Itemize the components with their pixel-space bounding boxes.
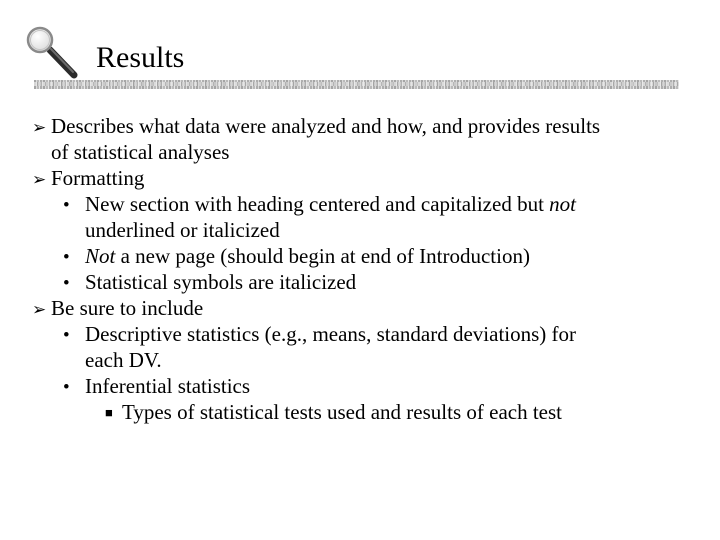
- sub-bullet-descriptive-cont: each DV.: [85, 348, 162, 372]
- sub-bullet-descriptive: • Descriptive statistics (e.g., means, standard deviations) for: [63, 321, 576, 349]
- magnifying-glass-icon: [24, 24, 84, 84]
- sub-bullet-not-new-page: • Not a new page (should begin at end of Introduction): [63, 243, 530, 271]
- sub-bullet-new-section-cont: underlined or italicized: [85, 218, 280, 242]
- dot-bullet-icon: •: [63, 195, 70, 216]
- sub-bullet-inferential: • Inferential statistics: [63, 373, 250, 401]
- arrow-bullet-icon: ➢: [32, 118, 47, 137]
- bullet-be-sure: ➢ Be sure to include: [32, 295, 203, 323]
- title-divider: [34, 80, 679, 89]
- dot-bullet-icon: •: [63, 377, 70, 398]
- slide-title: Results: [96, 41, 185, 74]
- bullet-describes-cont: of statistical analyses: [51, 140, 230, 164]
- sub-sub-bullet-types: ■ Types of statistical tests used and results of each test: [105, 400, 563, 424]
- bullet-describes: ➢ Describes what data were analyzed and how, and provides results: [32, 113, 600, 141]
- arrow-bullet-icon: ➢: [32, 170, 47, 189]
- square-bullet-icon: ■: [105, 405, 113, 420]
- bullet-formatting: ➢ Formatting: [32, 165, 144, 193]
- dot-bullet-icon: •: [63, 273, 70, 294]
- arrow-bullet-icon: ➢: [32, 300, 47, 319]
- dot-bullet-icon: •: [63, 325, 70, 346]
- sub-bullet-symbols: • Statistical symbols are italicized: [63, 269, 356, 297]
- dot-bullet-icon: •: [63, 247, 70, 268]
- sub-bullet-new-section: • New section with heading centered and capitalized but not: [63, 191, 576, 219]
